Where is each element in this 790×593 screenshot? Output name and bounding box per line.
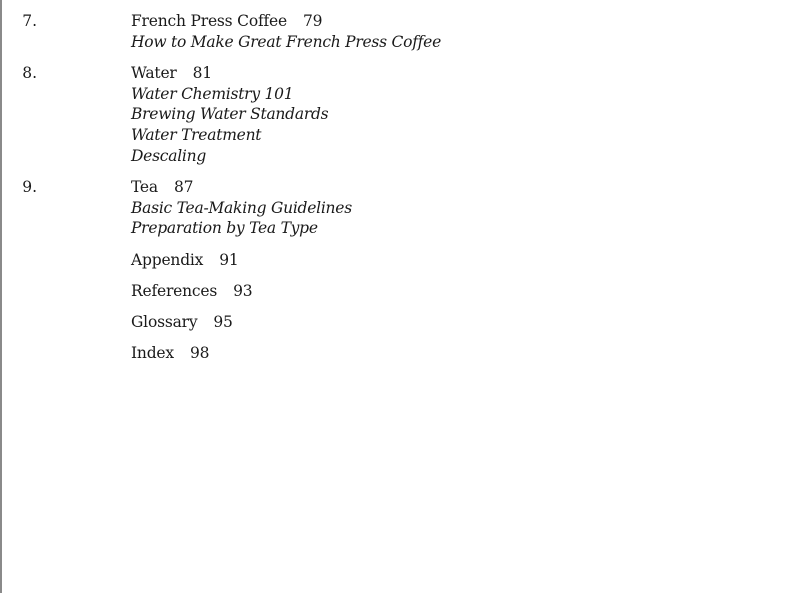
section-title[interactable]: Preparation by Tea Type xyxy=(131,219,318,238)
chapter-title-link[interactable] xyxy=(131,177,193,198)
chapter-page-number[interactable]: 79 xyxy=(302,12,323,30)
chapter-page-number[interactable]: 87 xyxy=(173,178,194,196)
toc-glossary xyxy=(0,312,700,333)
back-matter-title[interactable]: Index xyxy=(131,344,174,362)
chapter-number: 9. xyxy=(22,178,37,196)
toc-chapter-9 xyxy=(0,177,700,239)
back-matter-link[interactable] xyxy=(131,312,233,333)
toc-appendix xyxy=(0,250,700,271)
chapter-page-number[interactable]: 81 xyxy=(192,64,212,82)
chapter-title[interactable]: Tea xyxy=(131,178,158,196)
toc-index xyxy=(0,343,700,364)
section-title[interactable]: Brewing Water Standards xyxy=(131,105,329,124)
section-title[interactable]: How to Make Great French Press Coffee xyxy=(131,32,442,51)
chapter-number: 8. xyxy=(22,64,37,82)
chapter-title-link[interactable] xyxy=(131,63,212,84)
section-title[interactable]: Descaling xyxy=(131,146,207,165)
back-matter-page-number[interactable]: 98 xyxy=(189,344,210,362)
toc-chapter-8 xyxy=(0,63,700,167)
back-matter-title[interactable]: Appendix xyxy=(131,251,204,269)
back-matter-title[interactable]: References xyxy=(131,282,218,300)
chapter-number: 7. xyxy=(22,12,37,30)
section-title[interactable]: Water Chemistry 101 xyxy=(131,84,294,103)
back-matter-page-number[interactable]: 95 xyxy=(213,313,233,331)
back-matter-link[interactable] xyxy=(131,343,209,364)
section-title[interactable]: Basic Tea-Making Guidelines xyxy=(131,198,352,217)
back-matter-link[interactable] xyxy=(131,250,239,271)
back-matter-link[interactable] xyxy=(131,281,252,302)
chapter-title[interactable]: French Press Coffee xyxy=(131,12,287,30)
chapter-title-link[interactable] xyxy=(131,11,322,32)
section-title[interactable]: Water Treatment xyxy=(131,126,262,145)
back-matter-page-number[interactable]: 91 xyxy=(219,251,239,269)
back-matter-title[interactable]: Glossary xyxy=(131,313,198,331)
toc-references xyxy=(0,281,700,302)
toc-chapter-7 xyxy=(0,11,700,52)
back-matter-page-number[interactable]: 93 xyxy=(233,282,253,300)
chapter-title[interactable]: Water xyxy=(131,64,177,82)
